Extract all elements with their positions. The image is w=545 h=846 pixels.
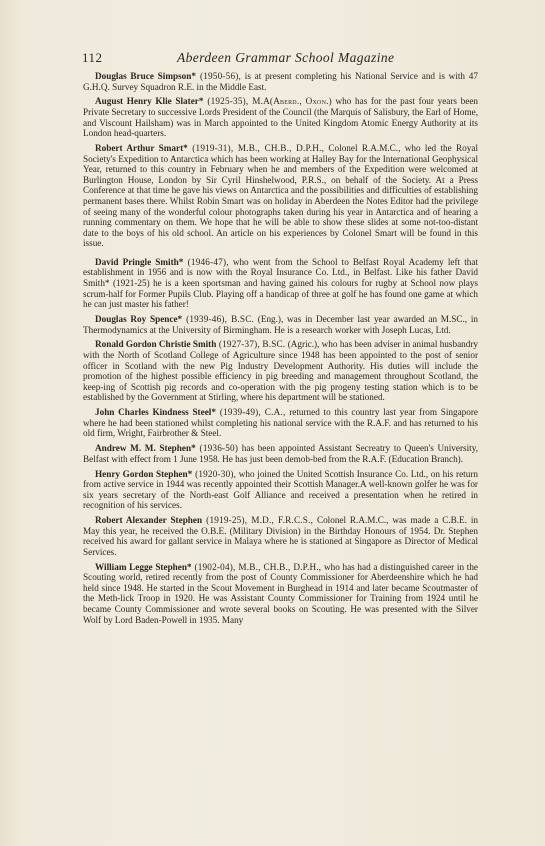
entry-slater <box>83 96 478 138</box>
entry-text: Colonel R.A.M.C., who led the Royal Society's Expedition to Antarctica which has been working at Halley Bay for the International Geophysical Year, returned to this country in February when he and members of the Expedition were welcomed at Burlington House, London by Sir Cyril Hinshelwood, P.R.S., on behalf of the Society. At a Press Conference at that time he gave his views on Antarctica and the possibilities and difficulties of establishing permanent bases there. Whilst Robin Smart was on holiday in Aberdeen the Notes Editor had the privilege of seeing many of the wonderful colour photographs taken during his year in Antarctica and of hearing a running commentary on them. We hope that he will be able to show these slides at some not-too-distant date to the boys of his old school. An article on his experiences by Colonel Smart will be found in this issue. <box>83 142 478 249</box>
entry-text: returned to this country last year from Singapore where he had been stationed whilst completing his national service with the R.A.F. and has returned to his old firm, Wright, Fairbrother & Steel. <box>83 407 479 439</box>
entry-text: who joined the United Scottish Insurance Co. Ltd., on his return from active service in 1944 was recently appointed their Scottish Manager.A well-known golfer he was for six years secretary of the North-east Golf Alliance and received a presentation when he retired in recognition of his services. <box>83 468 478 511</box>
entry-years: (1920-30), <box>192 468 237 479</box>
entry-text: (Agric.), who has been adviser in animal husbandry with the North of Scotland College of Agriculture since 1948 has been appointed to the post of senior officer in Scotland with the new Pig Industry Development Authority. His duties will include the promotion of the highest possible efficiency in pig breeding and management throughout Scotland, the keep-ing of Scottish pig records and co-operation with the pig progeny testing station which is to be established by the Government at Stirling, where his department will be stationed. <box>83 339 478 403</box>
entry-years: (1925-35), M.A(Aberd., Oxon.) <box>203 96 332 107</box>
entry-years: (1919-25), M.D., F.R.C.S., <box>202 515 314 526</box>
entry-ronald-smith <box>83 339 478 403</box>
entry-years: (1939-46), B.SC. <box>182 314 255 325</box>
entry-years: (1950-56), <box>195 71 241 81</box>
entry-name: Robert Alexander Stephen <box>95 515 203 526</box>
entry-years: (1927-37), B.SC. <box>216 339 286 350</box>
notes-body <box>83 71 478 629</box>
entry-name: Ronald Gordon Christie Smith <box>95 339 217 350</box>
entry-name: John Charles Kindness Steel* <box>95 407 216 418</box>
entry-years: (1939-49), C.A., <box>215 407 286 418</box>
entry-years: (1936-50) <box>195 443 239 454</box>
entry-smart <box>83 143 478 249</box>
entry-years: (1919-31), M.B., CH.B., D.P.H., <box>187 142 325 153</box>
entry-text: who has had a distinguished career in the Scouting world, retired recently from the post of County Commissioner for Aberdeenshire which he had held since 1948. He started in the Scout Movement in Burghead in 1914 and later became Scoutmaster of the Meth-lick Troop in 1920. He was Assistant County Commissioner for Training from 1924 until he became County Commissioner and wrote several books on Scouting. He was presented with the Silver Wolf by Lord Baden-Powell in 1935. Many <box>83 561 478 625</box>
entry-text: who went from the School to Belfast Royal Academy left that establishment in 1956 and is now with the Royal Insurance Co. Ltd., in Belfast. Like his father David Smith* (1921-25) he is a keen sportsman and having gained his colours for rugby at School now plays scrum-half for Former Pupils Club. Playing off a handicap of three at golf he has found one game at which he can just master his father! <box>83 256 479 310</box>
entry-name: William Legge Stephen* <box>95 561 192 572</box>
entry-name: Robert Arthur Smart* <box>95 142 188 153</box>
page-header <box>82 50 477 70</box>
entry-text: is at present completing his National Service and is with 47 G.H.Q. Survey Squadron R.E. in the Middle East. <box>83 71 478 92</box>
running-title: Aberdeen Grammar School Magazine <box>177 50 395 65</box>
entry-text: has been appointed Assistant Secreatry to Queen's University, Belfast with effect from 1 June 1958. He has just been demob-bed from the R.A.F. (Education Branch). <box>83 443 479 464</box>
page-number: 112 <box>82 50 103 65</box>
entry-name: Andrew M. M. Stephen* <box>95 443 196 454</box>
entry-name: August Henry Klie Slater* <box>95 96 204 107</box>
entry-andrew-stephen <box>83 443 478 464</box>
entry-name: Douglas Bruce Simpson* <box>95 71 196 81</box>
entry-text: Colonel R.A.M.C., was made a C.B.E. in May this year, he received the O.B.E. (Military Division) in the Birthday Honours of 1954. Dr. Stephen received his award for gallant service in Malaya where he is stationed at Singapore as Director of Medical Services. <box>83 515 478 557</box>
entry-henry-stephen <box>83 469 478 511</box>
entry-name: David Pringle Smith* <box>95 256 184 267</box>
entry-years: (1946-47), <box>183 256 229 267</box>
entry-name: Douglas Roy Spence* <box>95 314 183 325</box>
entry-simpson <box>83 71 478 92</box>
entry-steel <box>83 407 478 439</box>
entry-years: (1902-04), M.B., CH.B., D.P.H., <box>191 561 322 572</box>
entry-robert-stephen <box>83 515 478 557</box>
entry-spence <box>83 314 478 335</box>
entry-william-stephen <box>83 562 478 626</box>
entry-text: (Eng.), was in December last year awarded an M.SC., in Thermodynamics at the University of Birmingham. He is a research worker with Joseph Lucas, Ltd. <box>83 314 478 335</box>
entry-text: who has for the past four years been Private Secretary to successive Lords President of the Council (the Marquis of Salisbury, the Earl of Home, and Viscount Hailsham) was in March appointed to the United Kingdom Atomic Energy Authority at its London head-quarters. <box>83 96 479 139</box>
entry-david-smith <box>83 257 478 310</box>
entry-name: Henry Gordon Stephen* <box>95 468 193 479</box>
